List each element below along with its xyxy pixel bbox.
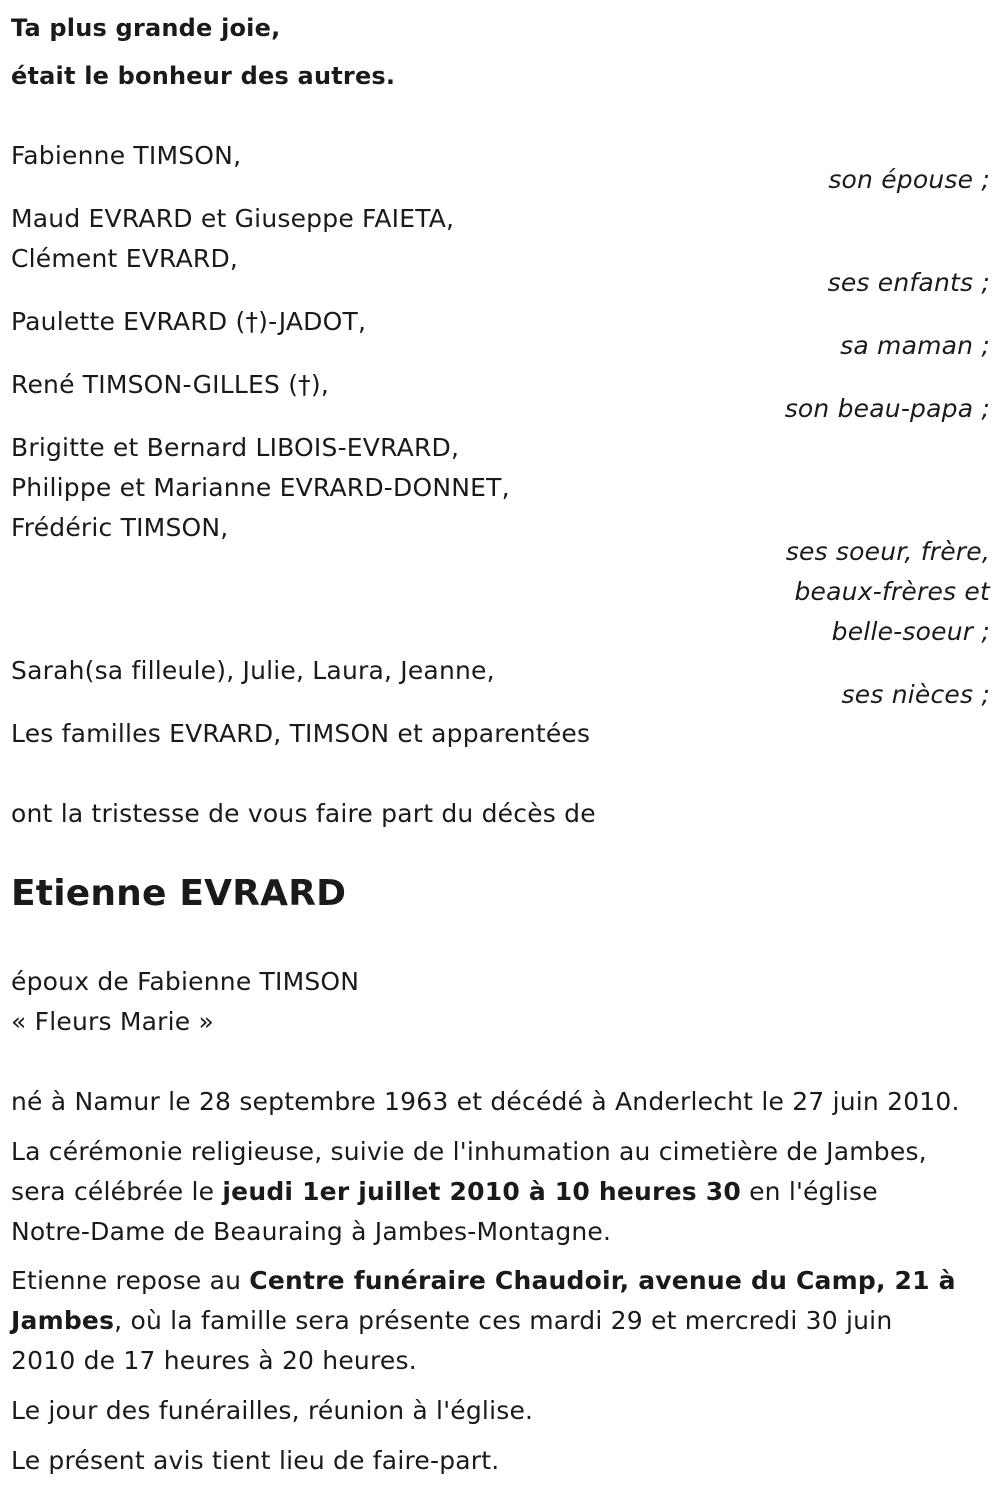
mother-relation: sa maman ; <box>840 331 990 360</box>
visitation-place: Centre funéraire Chaudoir, avenue du Camp, 21 à <box>249 1266 956 1295</box>
visitation-line-3: 2010 de 17 heures à 20 heures. <box>11 1346 417 1375</box>
children-relation: ses enfants ; <box>827 268 990 297</box>
ceremony-line-2-pre: sera célébrée le <box>11 1177 223 1206</box>
wife-name: Fabienne TIMSON, <box>11 141 242 170</box>
ceremony-line-2-post: en l'église <box>740 1177 878 1206</box>
ceremony-line-3: Notre-Dame de Beauraing à Jambes-Montagne. <box>11 1217 612 1246</box>
ceremony-line-2 <box>11 1179 878 1204</box>
ceremony-line-1: La cérémonie religieuse, suivie de l'inhumation au cimetière de Jambes, <box>11 1137 927 1166</box>
families-line: Les familles EVRARD, TIMSON et apparentées <box>11 719 591 748</box>
children-line-1: Maud EVRARD et Giuseppe FAIETA, <box>11 204 455 233</box>
visitation-city: Jambes <box>11 1306 115 1335</box>
deceased-name: Etienne EVRARD <box>11 873 347 914</box>
deceased-spouse: époux de Fabienne TIMSON <box>11 967 360 996</box>
children-line-2: Clément EVRARD, <box>11 244 239 273</box>
visitation-line-1-pre: Etienne repose au <box>11 1266 250 1295</box>
motto-line-1: Ta plus grande joie, <box>11 14 281 42</box>
wife-relation: son épouse ; <box>828 165 990 194</box>
visitation-line-1 <box>11 1268 956 1293</box>
siblings-relation-3: belle-soeur ; <box>831 617 990 646</box>
nieces-relation: ses nièces ; <box>841 680 990 709</box>
siblings-relation-1: ses soeur, frère, <box>785 537 990 566</box>
mother-name: Paulette EVRARD (†)-JADOT, <box>11 307 367 336</box>
father-in-law-relation: son beau-papa ; <box>784 394 990 423</box>
nieces-names: Sarah(sa filleule), Julie, Laura, Jeanne, <box>11 656 495 685</box>
motto-line-2: était le bonheur des autres. <box>11 62 396 90</box>
siblings-line-2: Philippe et Marianne EVRARD-DONNET, <box>11 473 510 502</box>
siblings-line-1: Brigitte et Bernard LIBOIS-EVRARD, <box>11 433 460 462</box>
father-in-law-name: René TIMSON-GILLES (†), <box>11 370 329 399</box>
birth-death: né à Namur le 28 septembre 1963 et décédé à Anderlecht le 27 juin 2010. <box>11 1087 960 1116</box>
deceased-nickname: « Fleurs Marie » <box>11 1007 214 1036</box>
siblings-relation-2: beaux-frères et <box>794 577 990 606</box>
notice-line: Le présent avis tient lieu de faire-part. <box>11 1446 500 1475</box>
siblings-line-3: Frédéric TIMSON, <box>11 513 229 542</box>
ceremony-date: jeudi 1er juillet 2010 à 10 heures 30 <box>222 1177 741 1206</box>
visitation-line-2-post: , où la famille sera présente ces mardi 29 et mercredi 30 juin <box>114 1306 893 1335</box>
meeting-line: Le jour des funérailles, réunion à l'église. <box>11 1396 534 1425</box>
announcement: ont la tristesse de vous faire part du décès de <box>11 799 596 828</box>
visitation-line-2 <box>11 1308 892 1333</box>
